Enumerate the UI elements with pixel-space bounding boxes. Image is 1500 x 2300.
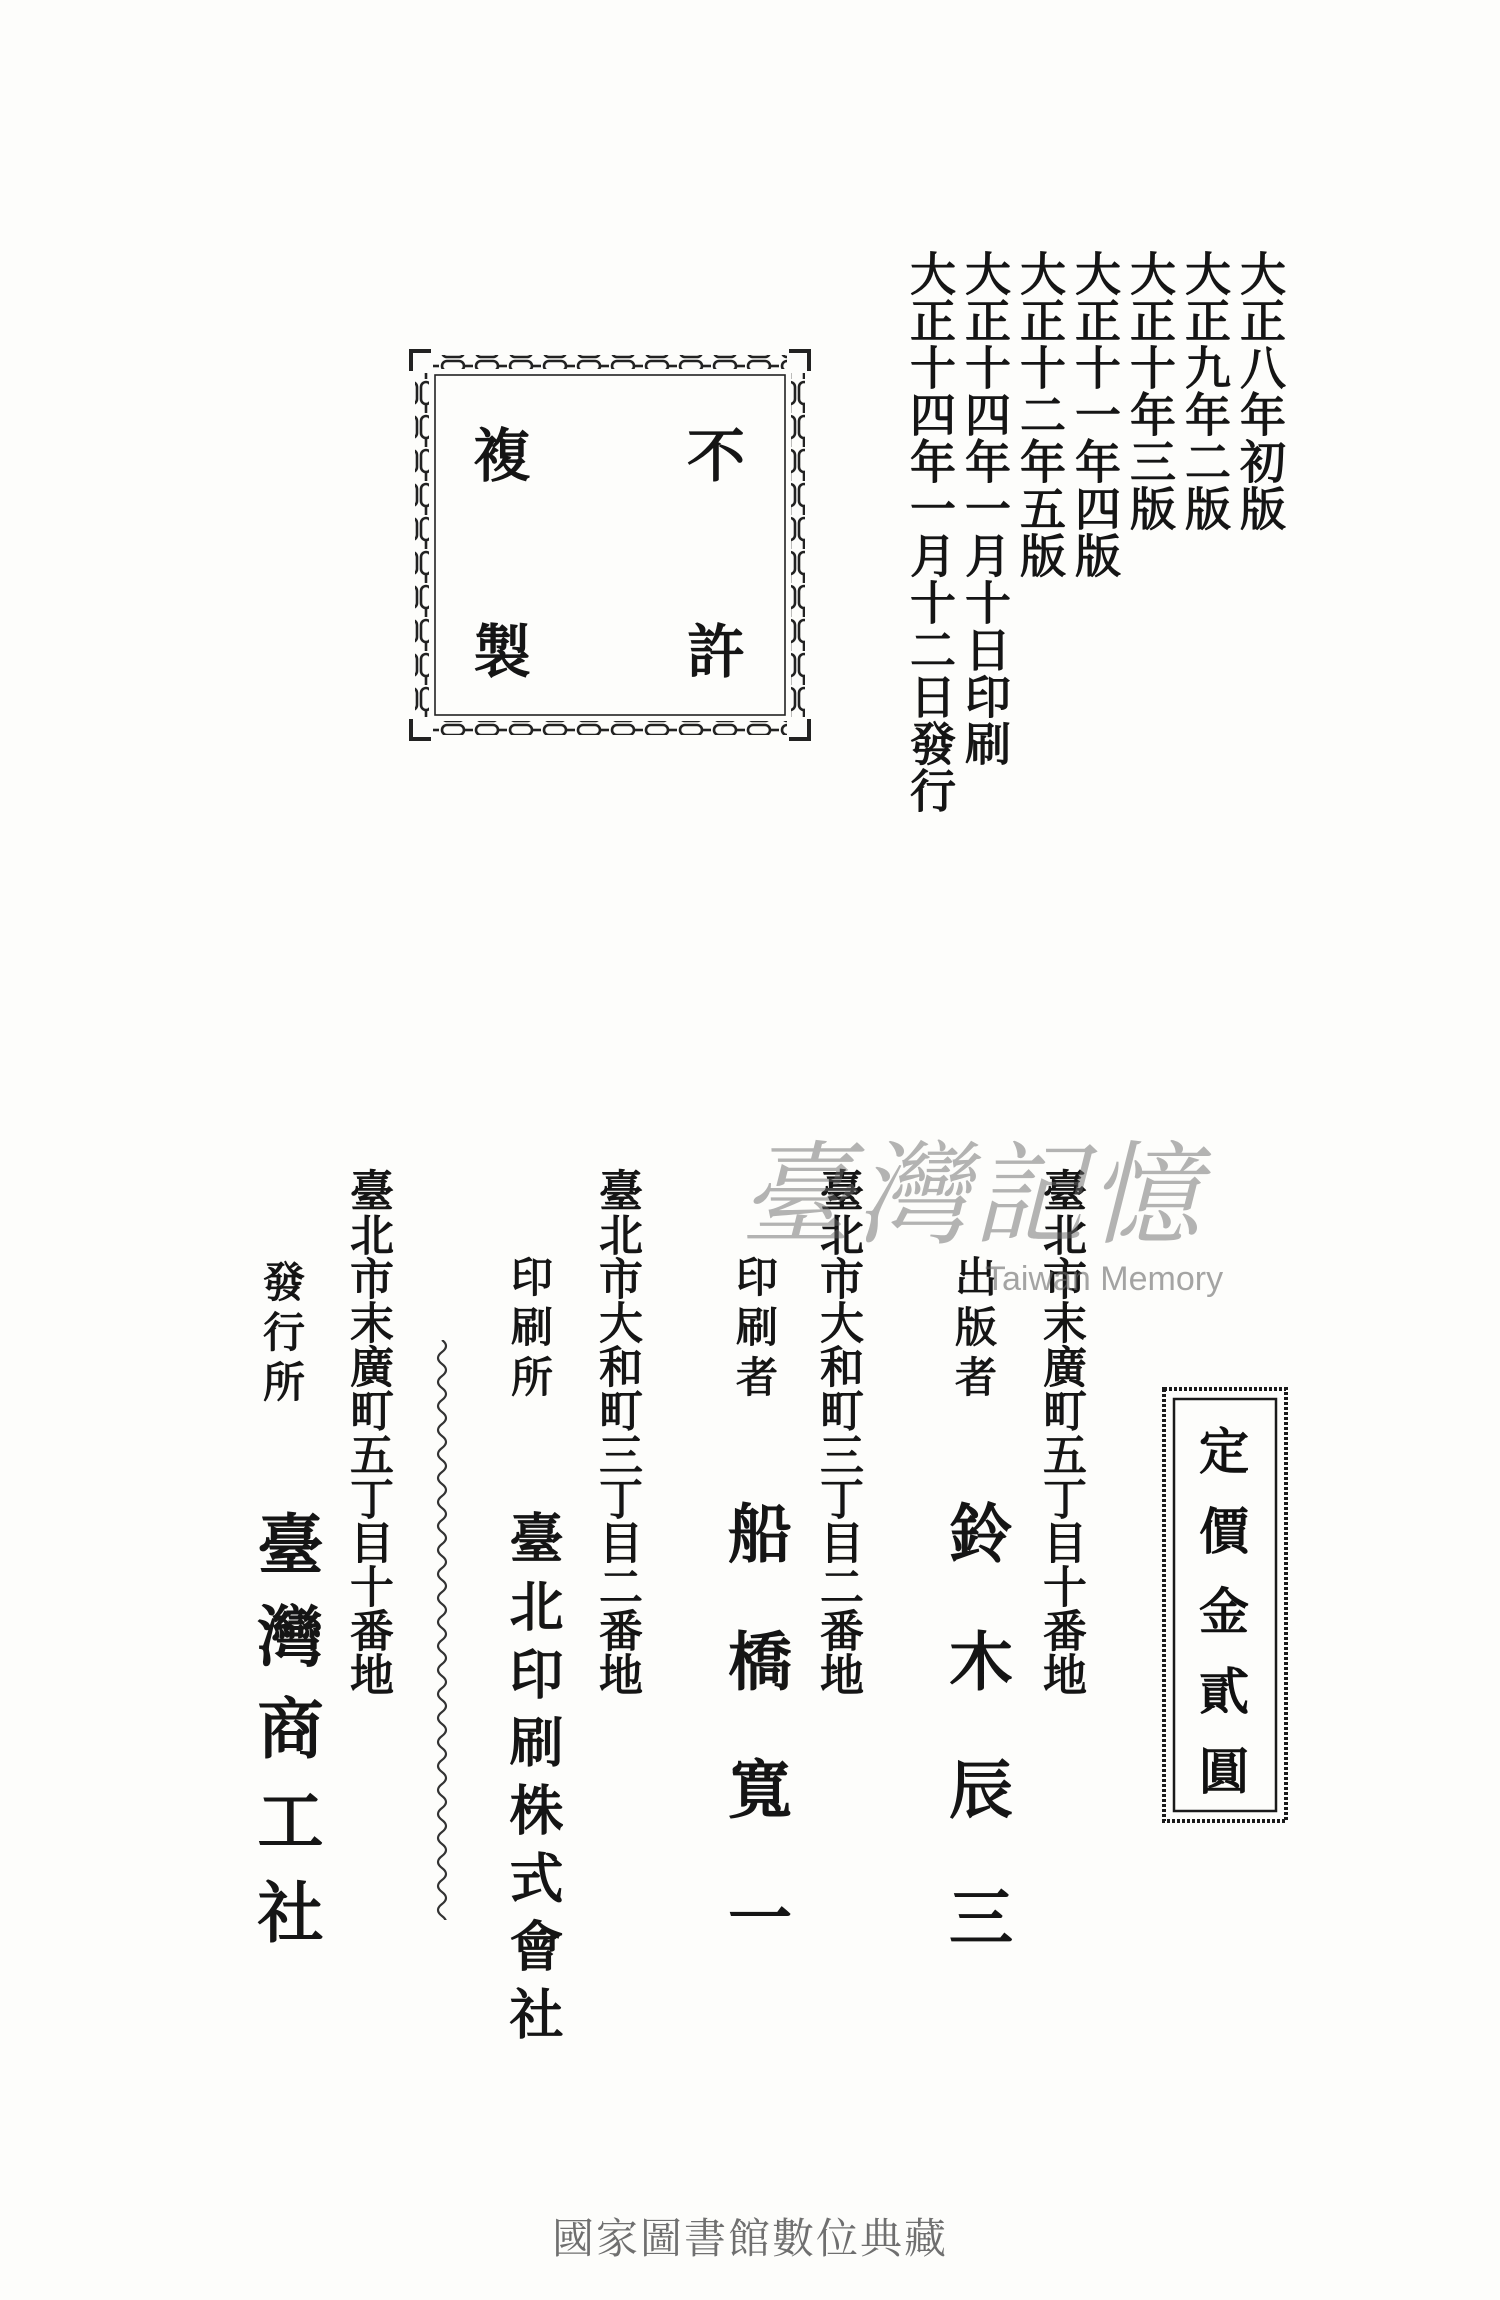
price-label: 定價金貳圓 bbox=[1191, 1425, 1250, 1825]
publisher-name: 鈴 木 辰 三 bbox=[938, 1500, 1013, 1948]
printing-date: 大正十四年一月十日印刷 bbox=[958, 250, 1012, 767]
edition-3: 大正十年三版 bbox=[1123, 250, 1177, 532]
printer-role: 印刷者 bbox=[730, 1255, 779, 1405]
printer-address: 臺北市大和町三丁目二番地 bbox=[812, 1168, 863, 1696]
issuer-address: 臺北市末廣町五丁目十番地 bbox=[342, 1168, 393, 1696]
edition-1: 大正八年初版 bbox=[1233, 250, 1287, 532]
footer-credit: 國家圖書館數位典藏 bbox=[551, 2214, 948, 2263]
print-shop-name: 臺北印刷株式會社 bbox=[501, 1510, 565, 2054]
stamp-char-bu: 不 bbox=[687, 422, 746, 490]
printer-name: 船 橋 寬 一 bbox=[717, 1500, 792, 1948]
print-shop-address: 臺北市大和町三丁目二番地 bbox=[591, 1168, 642, 1696]
price-box bbox=[1160, 1385, 1290, 1825]
issue-date: 大正十四年一月十二日發行 bbox=[903, 250, 957, 814]
publisher-address: 臺北市末廣町五丁目十番地 bbox=[1035, 1168, 1086, 1696]
edition-4: 大正十一年四版 bbox=[1068, 250, 1122, 579]
chain-border-icon bbox=[405, 345, 815, 745]
print-shop-role: 印刷所 bbox=[505, 1255, 554, 1405]
watermark-sub: Taiwan Memory bbox=[985, 1260, 1224, 1298]
publisher-role: 出版者 bbox=[949, 1255, 998, 1405]
wavy-divider bbox=[430, 1340, 454, 1920]
stamp-char-xu: 許 bbox=[687, 618, 746, 686]
taiwan-memory-watermark bbox=[740, 1131, 1260, 1320]
no-reproduction-stamp bbox=[405, 345, 815, 745]
stamp-char-zhi: 製 bbox=[473, 618, 532, 686]
edition-5: 大正十二年五版 bbox=[1013, 250, 1067, 579]
watermark-main: 臺灣記憶 bbox=[740, 1131, 1204, 1261]
issuer-role: 發行所 bbox=[257, 1260, 306, 1410]
issuer-name: 臺灣商工社 bbox=[246, 1510, 324, 1970]
stamp-char-fu: 複 bbox=[473, 422, 532, 490]
edition-2: 大正九年二版 bbox=[1178, 250, 1232, 532]
